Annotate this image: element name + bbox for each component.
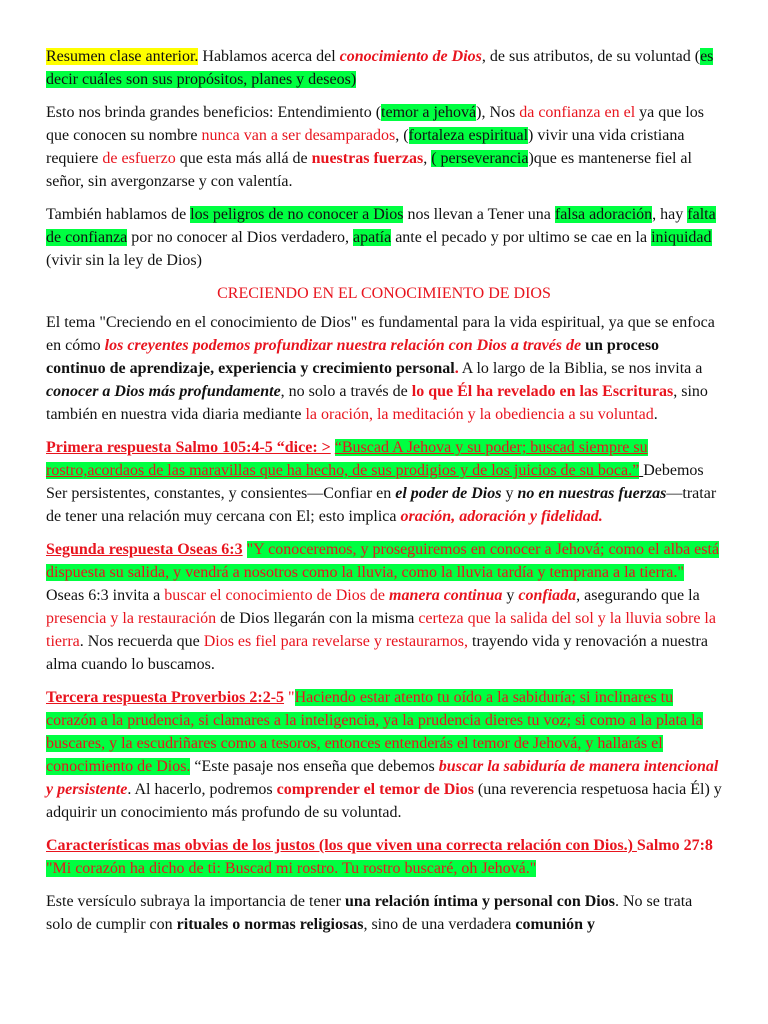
text-run: trayendo vida y renovación a nuestra alma cuando lo buscamos. xyxy=(46,633,708,673)
text-run: es decir cuáles son sus propósitos, planes y deseos) xyxy=(46,48,714,88)
text-run: falta de confianza xyxy=(46,206,716,246)
text-run: oración, adoración y fidelidad. xyxy=(400,508,603,525)
text-run: Debemos Ser persistentes, constantes, y consientes—Confiar en xyxy=(46,462,704,502)
text-run: y xyxy=(501,485,518,502)
text-run: "Mi corazón ha dicho de ti: Buscad mi rostro. Tu rostro buscaré, oh Jehová." xyxy=(46,860,537,877)
text-run: no en nuestras fuerzas xyxy=(517,485,667,502)
second-answer-paragraph xyxy=(46,538,722,676)
text-run: Características mas obvias de los justos (los que viven una correcta relación con Dios.) xyxy=(46,837,637,854)
verse-explanation-paragraph xyxy=(46,890,722,936)
text-run: Hablamos acerca del xyxy=(198,48,340,65)
text-run: También hablamos de xyxy=(46,206,191,223)
text-run: falsa adoración xyxy=(554,206,653,223)
first-answer-paragraph xyxy=(46,436,722,528)
text-run: (vivir sin la ley de Dios) xyxy=(46,252,202,269)
section-heading: CRECIENDO EN EL CONOCIMIENTO DE DIOS xyxy=(217,285,551,302)
dangers-paragraph xyxy=(46,203,722,272)
text-run: Primera respuesta Salmo 105:4-5 “dice: > xyxy=(46,439,331,456)
text-run: ( perseverancia xyxy=(431,150,529,167)
text-run: )que es mantenerse fiel al señor, sin avergonzarse y con valentía. xyxy=(46,150,692,190)
text-run: , no solo a través de xyxy=(280,383,412,400)
text-run: ya que los que conocen su nombre xyxy=(46,104,705,144)
benefits-paragraph xyxy=(46,101,722,193)
text-run: ) vivir una vida cristiana requiere xyxy=(46,127,685,167)
text-run: comunión y xyxy=(515,916,595,933)
text-run: —tratar de tener una relación muy cercana con El; esto implica xyxy=(46,485,717,525)
text-run: , de sus atributos, de su voluntad ( xyxy=(481,48,701,65)
summary-label: Resumen clase anterior. xyxy=(46,48,199,65)
text-run: . xyxy=(454,360,459,377)
text-run: Este versículo subraya la importancia de tener xyxy=(46,893,345,910)
text-run: un proceso continuo de aprendizaje, experiencia y crecimiento personal xyxy=(46,337,660,377)
text-run: conocimiento de Dios xyxy=(339,48,482,65)
text-run: buscar el conocimiento de Dios de xyxy=(164,587,386,604)
text-run: lo que Él ha revelado en las Escrituras xyxy=(411,383,674,400)
text-run: los creyentes podemos profundizar nuestra relación con Dios a través de xyxy=(104,337,582,354)
text-run: , sino de una verdadera xyxy=(363,916,516,933)
text-run: conocer a Dios más profundamente xyxy=(46,383,281,400)
text-run: iniquidad xyxy=(651,229,712,246)
text-run: da confianza en el xyxy=(519,104,636,121)
text-run: manera continua xyxy=(389,587,503,604)
text-run: “Este pasaje nos enseña que debemos xyxy=(190,758,439,775)
text-run: , ( xyxy=(395,127,409,144)
text-run: (una reverencia respetuosa hacia Él) y adquirir un conocimiento más profundo de su voluntad. xyxy=(46,781,722,821)
text-run: los peligros de no conocer a Dios xyxy=(190,206,404,223)
text-run: Salmo 27:8 xyxy=(636,837,713,854)
text-run: apatía xyxy=(352,229,392,246)
text-run: la oración, la meditación y la obediencia a su voluntad xyxy=(305,406,654,423)
text-run: ), Nos xyxy=(476,104,520,121)
text-run: comprender el temor de Dios xyxy=(276,781,474,798)
text-run: . Al hacerlo, podremos xyxy=(127,781,277,798)
text-run: buscar la sabiduría de manera intencional y persistente xyxy=(46,758,719,798)
text-run: nuestras fuerzas xyxy=(311,150,424,167)
text-run: el poder de Dios xyxy=(395,485,502,502)
text-run: rituales o normas religiosas xyxy=(176,916,364,933)
text-run: ante el pecado y por ultimo se cae en la xyxy=(391,229,652,246)
text-run: . Nos recuerda que xyxy=(79,633,204,650)
text-run: , xyxy=(423,150,432,167)
text-run: de Dios llegarán con la misma xyxy=(216,610,419,627)
characteristics-paragraph xyxy=(46,834,722,880)
text-run: fortaleza espiritual xyxy=(408,127,529,144)
text-run: Tercera respuesta Proverbios 2:2-5 xyxy=(46,689,285,706)
text-run: confiada xyxy=(518,587,577,604)
text-run: de esfuerzo xyxy=(102,150,176,167)
third-answer-paragraph xyxy=(46,686,722,824)
summary-paragraph xyxy=(46,45,722,91)
text-run: presencia y la restauración xyxy=(46,610,217,627)
text-run: . No se trata solo de cumplir con xyxy=(46,893,693,933)
text-run: Segunda respuesta Oseas 6:3 xyxy=(46,541,243,558)
text-run: una relación íntima y personal con Dios xyxy=(345,893,615,910)
text-run: Dios es fiel para revelarse y restaurarnos, xyxy=(203,633,469,650)
text-run: A lo largo de la Biblia, se nos invita a xyxy=(458,360,703,377)
text-run: Oseas 6:3 invita a xyxy=(46,587,165,604)
text-run: Haciendo estar atento tu oído a la sabiduría; si inclinares tu corazón a la prudencia, si clamares a la inteligencia, ya la prudencia dieres tu voz; si como a la plata la buscares, y la escudriñares como a tesoros, entonces entenderás el temor de Jehová, y hallarás el conocimiento de Dios. xyxy=(46,689,703,775)
text-run: , hay xyxy=(652,206,688,223)
text-run: por no conocer al Dios verdadero, xyxy=(127,229,353,246)
text-run: El tema "Creciendo en el conocimiento de Dios" es fundamental para la vida espiritual, ya que se enfoca en cómo xyxy=(46,314,715,354)
text-run: , asegurando que la xyxy=(576,587,700,604)
intro-paragraph xyxy=(46,311,722,426)
text-run: y xyxy=(502,587,519,604)
text-run: nos llevan a Tener una xyxy=(403,206,555,223)
text-run: “Buscad A Jehova y su poder; buscad siempre su rostro,acordaos de las maravillas que ha hecho, de sus prodigios y de los juicios de su boca.” xyxy=(46,439,648,479)
text-run: Esto nos brinda grandes beneficios: Entendimiento ( xyxy=(46,104,382,121)
text-run: certeza que la salida del sol y la lluvia sobre la tierra xyxy=(46,610,716,650)
text-run: "Y conoceremos, y proseguiremos en conocer a Jehová; como el alba está dispuesta su salida, y vendrá a nosotros como la lluvia, como la lluvia tardía y temprana a la tierra." xyxy=(46,541,720,581)
text-run: que esta más allá de xyxy=(175,150,312,167)
text-run: , sino también en nuestra vida diaria mediante xyxy=(46,383,708,423)
text-run: . xyxy=(653,406,658,423)
text-run: temor a jehová xyxy=(381,104,477,121)
text-run: " xyxy=(284,689,295,706)
text-run: nunca van a ser desamparados xyxy=(201,127,396,144)
